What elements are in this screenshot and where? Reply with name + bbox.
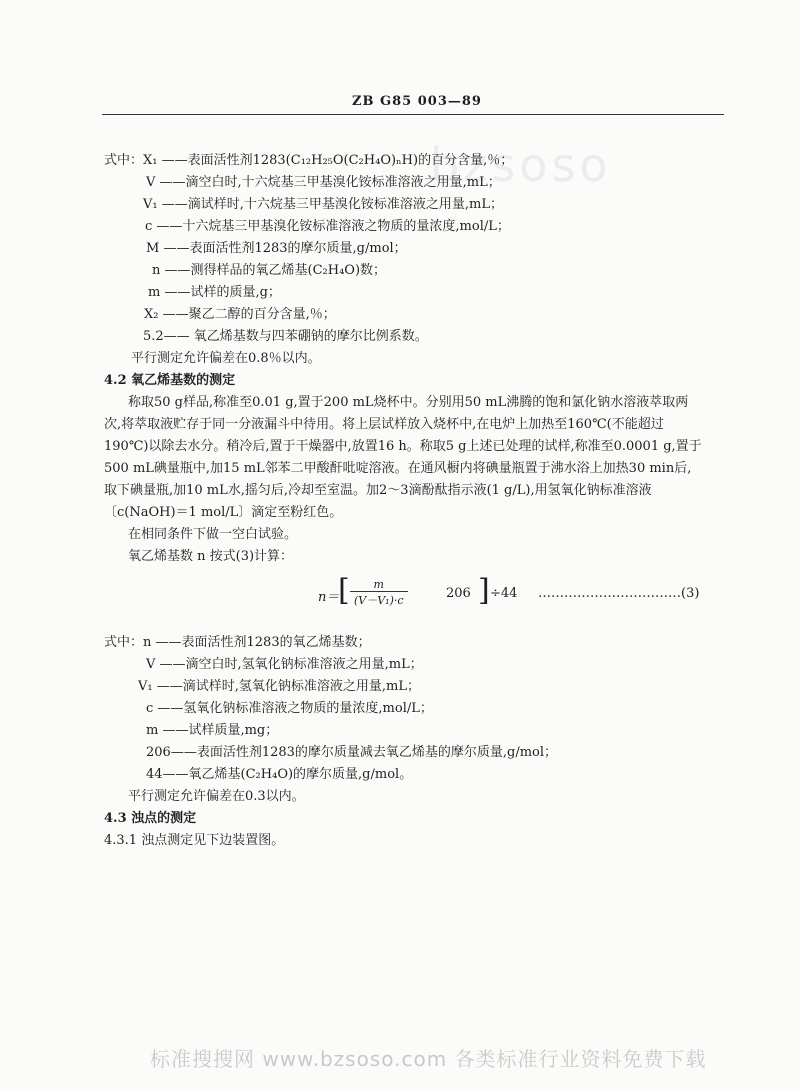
formula-lhs: n＝ bbox=[318, 590, 340, 605]
where1-line-8: 5.2—— 氧乙烯基数与四苯硼钠的摩尔比例系数。 bbox=[143, 329, 428, 344]
sec42-line-7: 氧乙烯基数 n 按式(3)计算： bbox=[128, 549, 294, 564]
where1-line-0: 式中：X₁ ——表面活性剂1283(C₁₂H₂₅O(C₂H₄O)ₙH)的百分含量,％； bbox=[104, 153, 514, 168]
where1-line-1: V ——滴空白时,十六烷基三甲基溴化铵标准溶液之用量,mL； bbox=[146, 175, 501, 190]
where1-line-6: m ——试样的质量,g； bbox=[148, 285, 281, 300]
formula-const-206: 206 bbox=[446, 586, 471, 601]
formula-fraction bbox=[350, 578, 408, 608]
where2-line-7: 平行测定允许偏差在0.3以内。 bbox=[128, 789, 305, 804]
formula-denominator: (V－V₁)·c bbox=[354, 594, 404, 607]
sec42-line-2: 190℃)以除去水分。稍冷后,置于干燥器中,放置16 h。称取5 g上述已处理的试样,称准至0.0001 g,置于 bbox=[104, 439, 702, 454]
formula-equation-number: ……………………………(3) bbox=[538, 586, 700, 601]
where2-line-1: V ——滴空白时,氢氧化钠标准溶液之用量,mL； bbox=[146, 657, 423, 672]
where1-line-3: c ——十六烷基三甲基溴化铵标准溶液之物质的量浓度,mol/L； bbox=[145, 219, 510, 234]
sec42-line-5: 〔c(NaOH)＝1 mol/L〕滴定至粉红色。 bbox=[104, 505, 343, 520]
ghost-watermark: bzsoso bbox=[430, 138, 612, 192]
sec42-line-4: 取下碘量瓶,加10 mL水,摇匀后,冷却至室温。加2～3滴酚酞指示液(1 g/L),用氢氧化钠标准溶液 bbox=[104, 483, 652, 498]
where1-line-5: n ——测得样品的氧乙烯基(C₂H₄O)数； bbox=[152, 263, 387, 278]
where2-line-6: 44——氧乙烯基(C₂H₄O)的摩尔质量,g/mol。 bbox=[146, 767, 413, 782]
where2-line-2: V₁ ——滴试样时,氢氧化钠标准溶液之用量,mL； bbox=[138, 679, 420, 694]
where2-line-5: 206——表面活性剂1283的摩尔质量减去氧乙烯基的摩尔质量,g/mol； bbox=[146, 745, 558, 760]
where2-line-3: c ——氢氧化钠标准溶液之物质的量浓度,mol/L； bbox=[146, 701, 433, 716]
where1-line-4: M ——表面活性剂1283的摩尔质量,g/mol； bbox=[146, 241, 407, 256]
sec42-line-0: 称取50 g样品,称准至0.01 g,置于200 mL烧杯中。分别用50 mL沸腾的饱和氯化钠水溶液萃取两 bbox=[128, 395, 689, 410]
section-4-3-title: 4.3 浊点的测定 bbox=[104, 811, 197, 826]
header-rule bbox=[102, 114, 724, 115]
where2-line-4: m ——试样质量,mg； bbox=[146, 723, 279, 738]
formula-numerator: m bbox=[350, 578, 408, 592]
where1-line-2: V₁ ——滴试样时,十六烷基三甲基溴化铵标准溶液之用量,mL； bbox=[143, 197, 503, 212]
where1-line-9: 平行测定允许偏差在0.8％以内。 bbox=[131, 351, 321, 366]
section-4-2-title: 4.2 氧乙烯基数的测定 bbox=[104, 373, 236, 388]
standard-code-header: ZB G85 003—89 bbox=[352, 94, 482, 109]
sec42-line-6: 在相同条件下做一空白试验。 bbox=[128, 527, 298, 542]
where2-line-0: 式中：n ——表面活性剂1283的氧乙烯基数； bbox=[104, 635, 371, 650]
sec42-line-3: 500 mL碘量瓶中,加15 mL邻苯二甲酸酐吡啶溶液。在通风橱内将碘量瓶置于沸水浴上加热30 min后, bbox=[104, 461, 692, 476]
section-4-3-1: 4.3.1 浊点测定见下边装置图。 bbox=[104, 833, 285, 848]
formula-divide-44: ÷44 bbox=[490, 586, 518, 601]
where1-line-7: X₂ ——聚乙二醇的百分含量,％； bbox=[144, 307, 336, 322]
formula-left-bracket: [ bbox=[338, 573, 350, 608]
formula-right-bracket: ] bbox=[478, 573, 490, 608]
sec42-line-1: 次,将萃取液贮存于同一分液漏斗中待用。将上层试样放入烧杯中,在电炉上加热至160℃(不能超过 bbox=[104, 417, 664, 432]
footer-watermark: 标准搜搜网 www.bzsoso.com 各类标准行业资料免费下载 bbox=[150, 1047, 707, 1071]
